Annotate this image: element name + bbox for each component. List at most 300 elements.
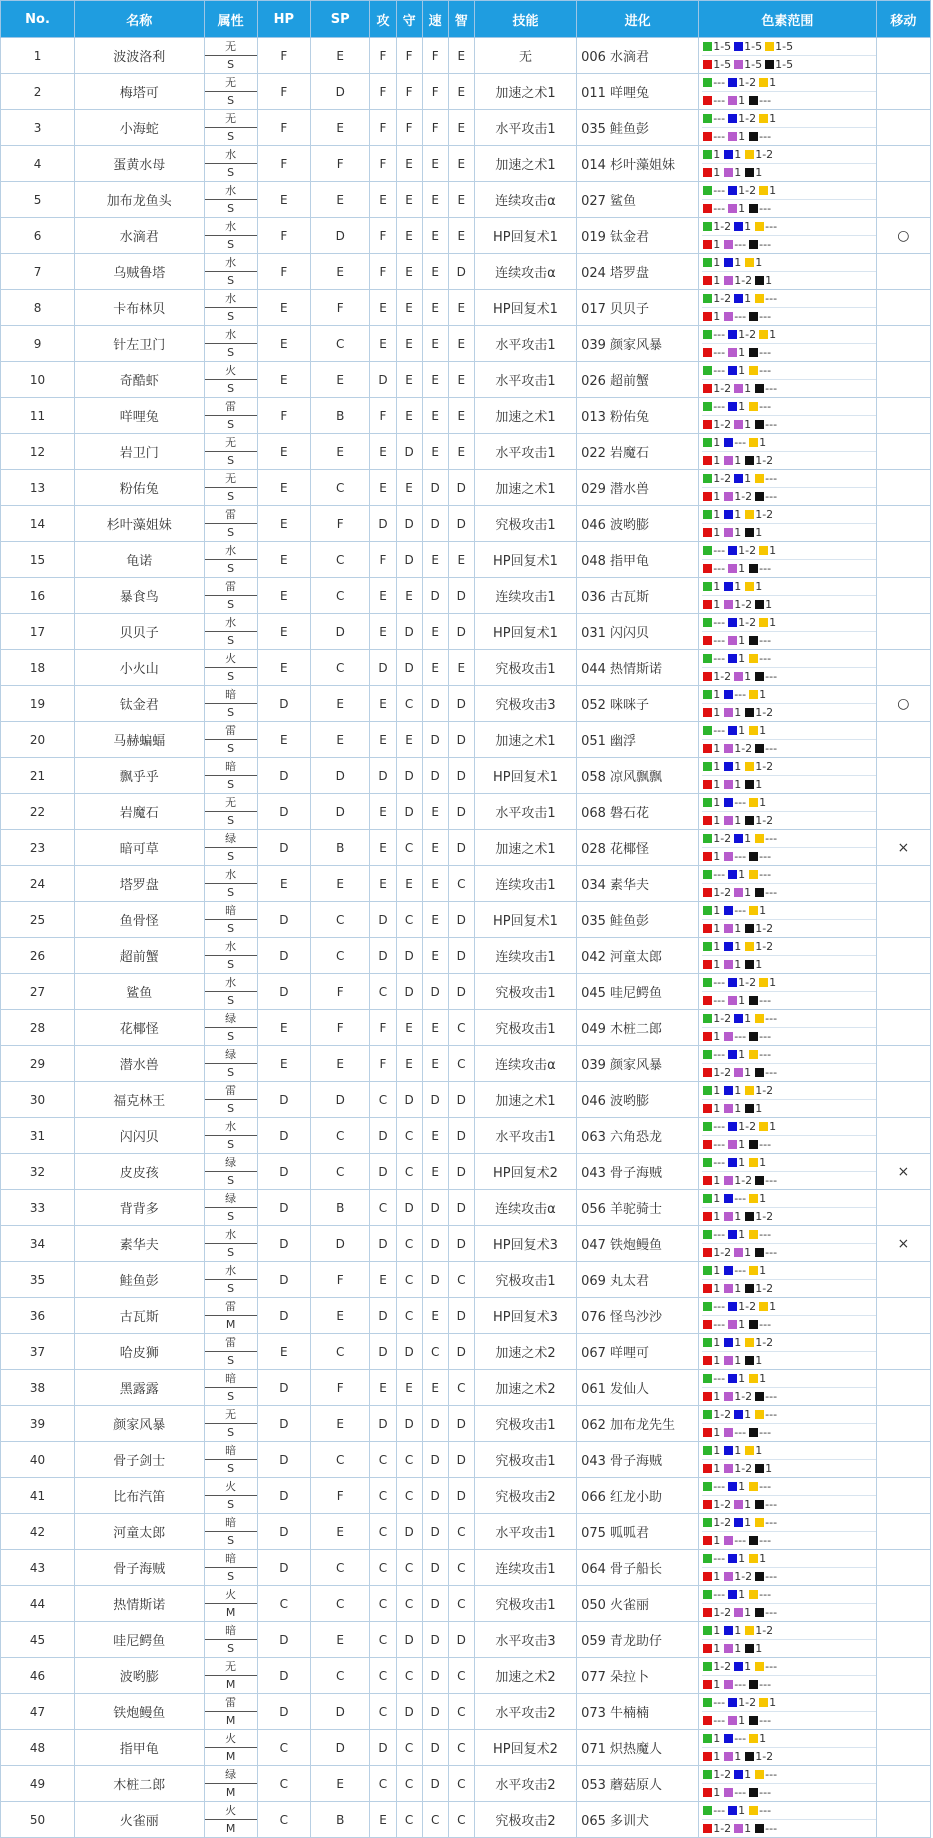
skill: 连续攻击α bbox=[474, 182, 576, 218]
size-type: S bbox=[227, 166, 235, 179]
stat-sp: C bbox=[310, 1154, 369, 1190]
stat-spd: D bbox=[422, 1190, 448, 1226]
purple-swatch bbox=[724, 1212, 733, 1221]
stat-def: E bbox=[396, 362, 422, 398]
color-range-value: 1 bbox=[713, 436, 721, 449]
row-number: 20 bbox=[1, 722, 75, 758]
black-swatch bbox=[755, 1572, 764, 1581]
color-range-value: --- bbox=[713, 868, 726, 881]
stat-int: E bbox=[448, 110, 474, 146]
evolution: 031 闪闪贝 bbox=[577, 614, 699, 650]
color-range-value: 1 bbox=[713, 1786, 721, 1799]
row-number: 28 bbox=[1, 1010, 75, 1046]
move-mark bbox=[876, 1766, 930, 1802]
move-mark: × bbox=[876, 1226, 930, 1262]
stat-sp: C bbox=[310, 1586, 369, 1622]
blue-swatch bbox=[728, 1050, 737, 1059]
skill: HP回复术1 bbox=[474, 758, 576, 794]
stat-spd: C bbox=[422, 1802, 448, 1838]
purple-swatch bbox=[734, 420, 743, 429]
stat-atk: E bbox=[370, 722, 396, 758]
color-range-c2 bbox=[702, 560, 875, 577]
blue-swatch bbox=[728, 78, 737, 87]
color-range-value: 1-2 bbox=[734, 1174, 753, 1187]
header-row bbox=[1, 1, 931, 38]
attribute: 火 bbox=[205, 1730, 257, 1748]
color-range-value: 1 bbox=[738, 1228, 746, 1241]
move-mark: ○ bbox=[876, 218, 930, 254]
color-range-value: 1-5 bbox=[713, 40, 732, 53]
stat-spd: E bbox=[422, 830, 448, 866]
green-swatch bbox=[703, 1374, 712, 1383]
black-swatch bbox=[755, 1068, 764, 1077]
row-number: 2 bbox=[1, 74, 75, 110]
stat-hp: E bbox=[257, 290, 310, 326]
color-range-c1 bbox=[702, 1730, 875, 1748]
header-color-range: 色素范围 bbox=[699, 1, 876, 38]
stat-def: E bbox=[396, 1370, 422, 1406]
yellow-swatch bbox=[749, 1590, 758, 1599]
skill: 究极攻击1 bbox=[474, 1586, 576, 1622]
stat-atk: E bbox=[370, 290, 396, 326]
skill: 加速之术1 bbox=[474, 146, 576, 182]
color-range-c2 bbox=[702, 1424, 875, 1441]
stat-sp: F bbox=[310, 146, 369, 182]
color-range-value: 1 bbox=[713, 1264, 721, 1277]
color-range-c2 bbox=[702, 740, 875, 757]
row-number: 19 bbox=[1, 686, 75, 722]
size-type: M bbox=[225, 1750, 236, 1763]
color-range-value: 1-2 bbox=[713, 832, 732, 845]
row-number: 43 bbox=[1, 1550, 75, 1586]
move-mark bbox=[876, 182, 930, 218]
color-range-value: --- bbox=[759, 1588, 772, 1601]
purple-swatch bbox=[734, 1248, 743, 1257]
blue-swatch bbox=[728, 726, 737, 735]
stat-atk: F bbox=[370, 74, 396, 110]
monster-name: 岩魔石 bbox=[75, 794, 204, 830]
monster-name: 针左卫门 bbox=[75, 326, 204, 362]
stat-def: E bbox=[396, 290, 422, 326]
color-range bbox=[699, 794, 876, 830]
stat-int: D bbox=[448, 974, 474, 1010]
stat-atk: E bbox=[370, 794, 396, 830]
stat-atk: C bbox=[370, 1190, 396, 1226]
stat-sp: F bbox=[310, 1010, 369, 1046]
blue-swatch bbox=[734, 1014, 743, 1023]
stat-atk: C bbox=[370, 1586, 396, 1622]
size-type: S bbox=[227, 382, 235, 395]
move-mark bbox=[876, 1082, 930, 1118]
attribute: 雷 bbox=[205, 1298, 257, 1316]
stat-sp: C bbox=[310, 650, 369, 686]
green-swatch bbox=[703, 330, 712, 339]
stat-int: E bbox=[448, 38, 474, 74]
size-type: S bbox=[227, 1138, 235, 1151]
attribute: 雷 bbox=[205, 578, 257, 596]
color-range-value: 1-2 bbox=[738, 112, 757, 125]
size-type: S bbox=[227, 454, 235, 467]
stat-sp: C bbox=[310, 1550, 369, 1586]
stat-int: E bbox=[448, 218, 474, 254]
color-range bbox=[699, 686, 876, 722]
stat-sp: E bbox=[310, 182, 369, 218]
table-row bbox=[1, 1586, 931, 1622]
purple-swatch bbox=[724, 816, 733, 825]
skill: 究极攻击3 bbox=[474, 686, 576, 722]
monster-name: 梅塔可 bbox=[75, 74, 204, 110]
stat-def: E bbox=[396, 470, 422, 506]
color-range-value: 1 bbox=[755, 1642, 763, 1655]
monster-name: 粉佑兔 bbox=[75, 470, 204, 506]
stat-spd: D bbox=[422, 974, 448, 1010]
color-range-value: 1 bbox=[759, 1372, 767, 1385]
row-number: 5 bbox=[1, 182, 75, 218]
color-range-value: 1 bbox=[713, 904, 721, 917]
stat-int: C bbox=[448, 1586, 474, 1622]
blue-swatch bbox=[728, 366, 737, 375]
stat-hp: E bbox=[257, 326, 310, 362]
color-range-value: 1 bbox=[713, 1084, 721, 1097]
stat-spd: D bbox=[422, 1262, 448, 1298]
attribute-cell bbox=[204, 686, 257, 722]
blue-swatch bbox=[728, 1158, 737, 1167]
stat-hp: D bbox=[257, 974, 310, 1010]
stat-hp: E bbox=[257, 614, 310, 650]
size-type: S bbox=[227, 742, 235, 755]
table-row bbox=[1, 938, 931, 974]
blue-swatch bbox=[728, 618, 737, 627]
color-range-value: --- bbox=[713, 652, 726, 665]
color-range-c1 bbox=[702, 866, 875, 884]
color-range-value: 1 bbox=[734, 166, 742, 179]
stat-spd: E bbox=[422, 218, 448, 254]
color-range-value: --- bbox=[759, 850, 772, 863]
attribute-cell bbox=[204, 1730, 257, 1766]
color-range-value: 1 bbox=[713, 796, 721, 809]
attribute-cell bbox=[204, 146, 257, 182]
skill: HP回复术1 bbox=[474, 902, 576, 938]
table-row bbox=[1, 866, 931, 902]
evolution: 053 蘑菇原人 bbox=[577, 1766, 699, 1802]
evolution: 045 哇尼鳄鱼 bbox=[577, 974, 699, 1010]
yellow-swatch bbox=[745, 258, 754, 267]
table-row bbox=[1, 1766, 931, 1802]
purple-swatch bbox=[734, 60, 743, 69]
evolution: 024 塔罗盘 bbox=[577, 254, 699, 290]
purple-swatch bbox=[728, 96, 737, 105]
skill: 加速之术2 bbox=[474, 1370, 576, 1406]
row-number: 36 bbox=[1, 1298, 75, 1334]
color-range-c2 bbox=[702, 1532, 875, 1549]
color-range-value: 1 bbox=[713, 1354, 721, 1367]
color-range-c1 bbox=[702, 686, 875, 704]
stat-sp: E bbox=[310, 1046, 369, 1082]
stat-sp: E bbox=[310, 1622, 369, 1658]
stat-spd: D bbox=[422, 758, 448, 794]
color-range-value: --- bbox=[765, 418, 778, 431]
stat-atk: D bbox=[370, 1334, 396, 1370]
attribute: 雷 bbox=[205, 1334, 257, 1352]
stat-def: C bbox=[396, 1118, 422, 1154]
stat-sp: F bbox=[310, 1478, 369, 1514]
color-range-value: 1 bbox=[713, 1030, 721, 1043]
purple-swatch bbox=[724, 852, 733, 861]
color-range-value: 1 bbox=[734, 526, 742, 539]
purple-swatch bbox=[728, 996, 737, 1005]
color-range bbox=[699, 614, 876, 650]
stat-atk: E bbox=[370, 686, 396, 722]
color-range-value: 1-2 bbox=[734, 742, 753, 755]
monster-name: 木桩二郎 bbox=[75, 1766, 204, 1802]
stat-hp: D bbox=[257, 1550, 310, 1586]
skill: 究极攻击1 bbox=[474, 1010, 576, 1046]
size-type: S bbox=[227, 418, 235, 431]
color-range-value: 1-2 bbox=[734, 1462, 753, 1475]
skill: HP回复术3 bbox=[474, 1226, 576, 1262]
color-range-value: --- bbox=[713, 94, 726, 107]
purple-swatch bbox=[724, 1032, 733, 1041]
row-number: 4 bbox=[1, 146, 75, 182]
color-range-value: 1-2 bbox=[738, 184, 757, 197]
color-range bbox=[699, 974, 876, 1010]
color-range-value: 1-2 bbox=[755, 1282, 774, 1295]
row-number: 16 bbox=[1, 578, 75, 614]
color-range-value: --- bbox=[713, 544, 726, 557]
purple-swatch bbox=[728, 1140, 737, 1149]
green-swatch bbox=[703, 1446, 712, 1455]
move-mark bbox=[876, 1586, 930, 1622]
red-swatch bbox=[703, 1716, 712, 1725]
color-range-c2 bbox=[702, 668, 875, 685]
attribute-cell bbox=[204, 290, 257, 326]
color-range-value: 1 bbox=[755, 1354, 763, 1367]
table-row bbox=[1, 1298, 931, 1334]
size-type: S bbox=[227, 1246, 235, 1259]
red-swatch bbox=[703, 492, 712, 501]
blue-swatch bbox=[728, 114, 737, 123]
attribute: 无 bbox=[205, 1406, 257, 1424]
color-range-value: 1 bbox=[738, 1138, 746, 1151]
color-range-c1 bbox=[702, 1586, 875, 1604]
move-mark bbox=[876, 1622, 930, 1658]
monster-name: 鱼骨怪 bbox=[75, 902, 204, 938]
color-range-c2 bbox=[702, 1136, 875, 1153]
color-range-c1 bbox=[702, 470, 875, 488]
skill: 加速之术1 bbox=[474, 722, 576, 758]
green-swatch bbox=[703, 1158, 712, 1167]
color-range bbox=[699, 1298, 876, 1334]
black-swatch bbox=[745, 1752, 754, 1761]
stat-atk: C bbox=[370, 1550, 396, 1586]
row-number: 32 bbox=[1, 1154, 75, 1190]
red-swatch bbox=[703, 924, 712, 933]
color-range bbox=[699, 1046, 876, 1082]
color-range-c2 bbox=[702, 1748, 875, 1765]
size-type: S bbox=[227, 310, 235, 323]
yellow-swatch bbox=[759, 78, 768, 87]
color-range-value: --- bbox=[759, 1318, 772, 1331]
row-number: 49 bbox=[1, 1766, 75, 1802]
color-range-value: 1 bbox=[738, 1048, 746, 1061]
row-number: 37 bbox=[1, 1334, 75, 1370]
color-range-value: 1 bbox=[744, 472, 752, 485]
purple-swatch bbox=[724, 312, 733, 321]
blue-swatch bbox=[734, 834, 743, 843]
attribute-cell bbox=[204, 866, 257, 902]
skill: 究极攻击1 bbox=[474, 1442, 576, 1478]
evolution: 061 发仙人 bbox=[577, 1370, 699, 1406]
move-mark bbox=[876, 146, 930, 182]
stat-hp: C bbox=[257, 1586, 310, 1622]
purple-swatch bbox=[734, 1068, 743, 1077]
color-range-value: --- bbox=[765, 220, 778, 233]
purple-swatch bbox=[724, 708, 733, 717]
stat-hp: E bbox=[257, 650, 310, 686]
attribute-cell bbox=[204, 830, 257, 866]
move-mark bbox=[876, 866, 930, 902]
green-swatch bbox=[703, 1806, 712, 1815]
blue-swatch bbox=[728, 978, 737, 987]
stat-atk: F bbox=[370, 542, 396, 578]
stat-def: D bbox=[396, 1514, 422, 1550]
blue-swatch bbox=[728, 870, 737, 879]
red-swatch bbox=[703, 672, 712, 681]
color-range-value: 1 bbox=[738, 346, 746, 359]
skill: HP回复术2 bbox=[474, 1154, 576, 1190]
color-range-value: 1-2 bbox=[755, 706, 774, 719]
skill: HP回复术1 bbox=[474, 542, 576, 578]
attribute-cell bbox=[204, 1082, 257, 1118]
move-mark bbox=[876, 398, 930, 434]
size-type: S bbox=[227, 130, 235, 143]
table-row bbox=[1, 182, 931, 218]
color-range-value: 1-5 bbox=[775, 40, 794, 53]
attribute: 水 bbox=[205, 1118, 257, 1136]
evolution: 068 磐石花 bbox=[577, 794, 699, 830]
color-range-value: 1 bbox=[734, 1102, 742, 1115]
skill: 无 bbox=[474, 38, 576, 74]
move-mark bbox=[876, 1550, 930, 1586]
color-range-c2 bbox=[702, 776, 875, 793]
green-swatch bbox=[703, 1302, 712, 1311]
yellow-swatch bbox=[755, 1770, 764, 1779]
attribute: 雷 bbox=[205, 1694, 257, 1712]
color-range-value: 1 bbox=[738, 652, 746, 665]
color-range-value: --- bbox=[713, 1156, 726, 1169]
yellow-swatch bbox=[755, 834, 764, 843]
color-range-value: --- bbox=[713, 1300, 726, 1313]
stat-sp: D bbox=[310, 1082, 369, 1118]
stat-hp: E bbox=[257, 542, 310, 578]
black-swatch bbox=[745, 924, 754, 933]
color-range bbox=[699, 830, 876, 866]
attribute: 火 bbox=[205, 1586, 257, 1604]
color-range-c1 bbox=[702, 758, 875, 776]
color-range bbox=[699, 74, 876, 110]
purple-swatch bbox=[728, 204, 737, 213]
stat-def: C bbox=[396, 1442, 422, 1478]
purple-swatch bbox=[724, 1680, 733, 1689]
color-range-value: 1-2 bbox=[713, 472, 732, 485]
row-number: 6 bbox=[1, 218, 75, 254]
table-row bbox=[1, 362, 931, 398]
color-range-value: 1 bbox=[734, 454, 742, 467]
color-range-value: 1-2 bbox=[738, 1696, 757, 1709]
color-range-value: 1-2 bbox=[738, 1300, 757, 1313]
color-range-value: 1-2 bbox=[755, 1336, 774, 1349]
blue-swatch bbox=[724, 1338, 733, 1347]
stat-int: C bbox=[448, 1658, 474, 1694]
stat-atk: F bbox=[370, 38, 396, 74]
stat-hp: F bbox=[257, 38, 310, 74]
table-row bbox=[1, 38, 931, 74]
skill: 加速之术1 bbox=[474, 1082, 576, 1118]
color-range-value: 1-5 bbox=[744, 40, 763, 53]
color-range-value: 1 bbox=[713, 454, 721, 467]
stat-hp: E bbox=[257, 866, 310, 902]
yellow-swatch bbox=[749, 906, 758, 915]
stat-def: D bbox=[396, 506, 422, 542]
attribute-cell bbox=[204, 470, 257, 506]
stat-int: E bbox=[448, 398, 474, 434]
color-range-value: --- bbox=[713, 328, 726, 341]
color-range-c2 bbox=[702, 380, 875, 397]
evolution: 065 多训犬 bbox=[577, 1802, 699, 1838]
stat-def: E bbox=[396, 866, 422, 902]
evolution: 044 热情斯诺 bbox=[577, 650, 699, 686]
size-type: S bbox=[227, 1282, 235, 1295]
stat-spd: D bbox=[422, 1550, 448, 1586]
color-range-c2 bbox=[702, 344, 875, 361]
color-range-value: --- bbox=[765, 670, 778, 683]
blue-swatch bbox=[724, 510, 733, 519]
color-range-value: 1 bbox=[755, 1102, 763, 1115]
size-type: M bbox=[225, 1606, 236, 1619]
stat-int: D bbox=[448, 1406, 474, 1442]
black-swatch bbox=[755, 1248, 764, 1257]
monster-name: 蛋黄水母 bbox=[75, 146, 204, 182]
evolution: 052 咪咪子 bbox=[577, 686, 699, 722]
table-row bbox=[1, 1694, 931, 1730]
stat-hp: E bbox=[257, 1046, 310, 1082]
black-swatch bbox=[755, 888, 764, 897]
color-range bbox=[699, 1514, 876, 1550]
color-range-value: --- bbox=[713, 1552, 726, 1565]
stat-sp: C bbox=[310, 902, 369, 938]
attribute-cell bbox=[204, 1010, 257, 1046]
color-range-c2 bbox=[702, 416, 875, 433]
stat-atk: E bbox=[370, 578, 396, 614]
color-range-value: 1 bbox=[744, 1822, 752, 1835]
attribute: 绿 bbox=[205, 1766, 257, 1784]
color-range-value: --- bbox=[713, 994, 726, 1007]
table-row bbox=[1, 1334, 931, 1370]
green-swatch bbox=[703, 942, 712, 951]
blue-swatch bbox=[728, 1554, 737, 1563]
color-range-value: --- bbox=[759, 238, 772, 251]
skill: HP回复术2 bbox=[474, 1730, 576, 1766]
stat-hp: D bbox=[257, 1442, 310, 1478]
size-type: S bbox=[227, 958, 235, 971]
stat-def: C bbox=[396, 1586, 422, 1622]
stat-hp: F bbox=[257, 398, 310, 434]
stat-def: E bbox=[396, 722, 422, 758]
stat-hp: D bbox=[257, 1658, 310, 1694]
green-swatch bbox=[703, 222, 712, 231]
color-range-c1 bbox=[702, 1334, 875, 1352]
color-range-value: 1 bbox=[734, 1084, 742, 1097]
